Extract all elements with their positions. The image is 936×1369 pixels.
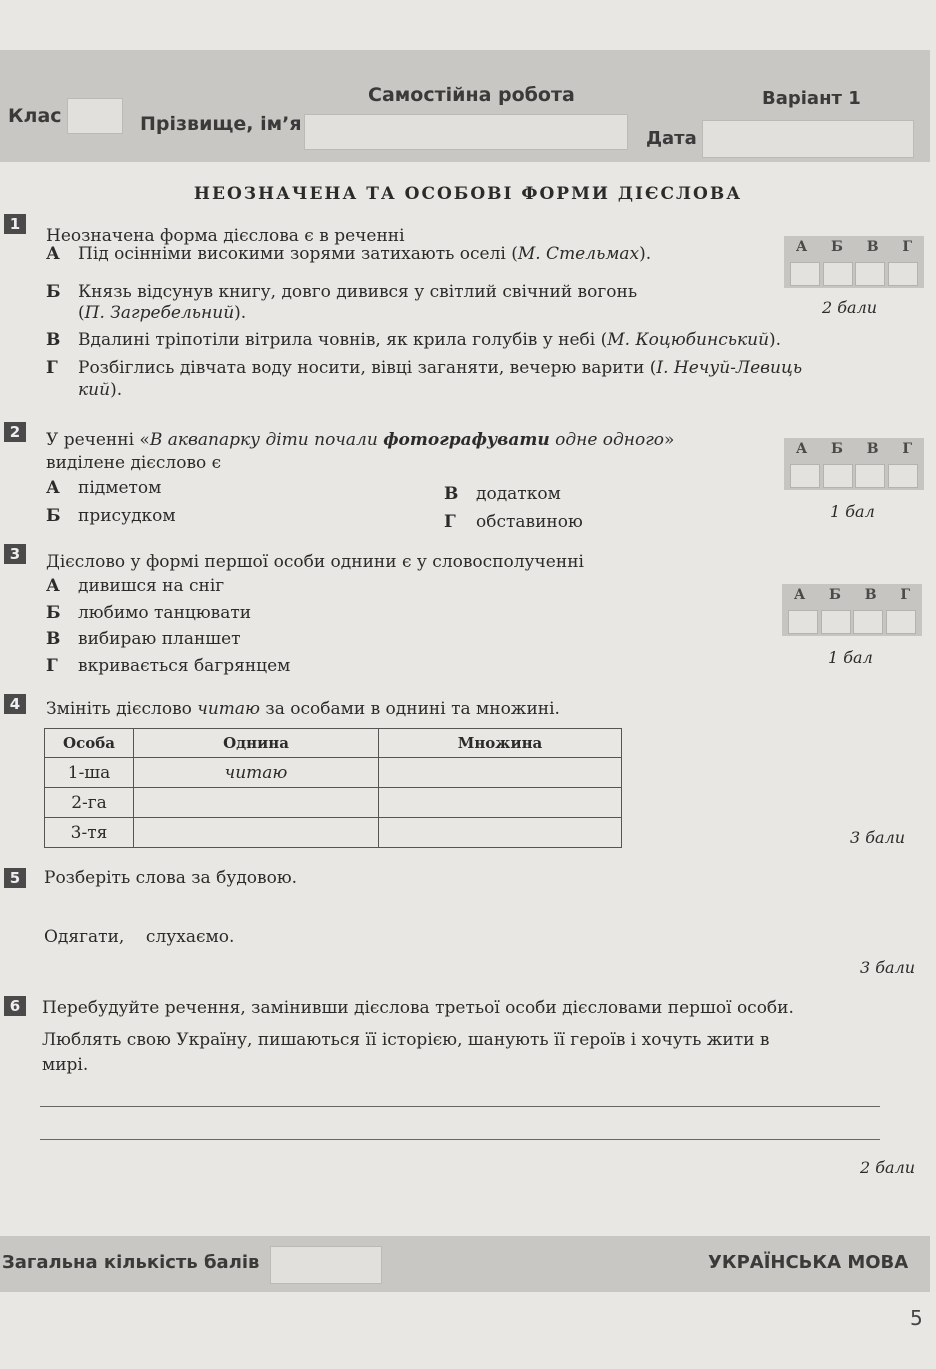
- question-2-text-line2: виділене дієслово є: [46, 453, 222, 473]
- question-6-sentence-line2: мирі.: [42, 1055, 89, 1075]
- table-header-person: Особа: [45, 729, 134, 758]
- class-label: Клас: [8, 105, 62, 127]
- answer-cell-a[interactable]: [790, 464, 820, 488]
- question-6-text: Перебудуйте речення, замінивши дієслова третьої особи дієсловами першої особи.: [42, 998, 794, 1018]
- table-row: [45, 758, 622, 788]
- question-4-text: Змініть дієслово читаю за особами в однині та множині.: [46, 699, 560, 719]
- answer-cell-c[interactable]: [855, 262, 885, 286]
- question-5-number: 5: [4, 868, 26, 888]
- question-1-answer-grid: А Б В Г: [784, 236, 924, 288]
- answer-cell-a[interactable]: [790, 262, 820, 286]
- question-1-option-a: А Під осінніми високими зорями затихають оселі (М. Стельмах).: [46, 244, 652, 264]
- table-row: [45, 818, 622, 848]
- question-1-text: Неозначена форма дієслова є в реченні: [46, 226, 405, 246]
- answer-cell-a[interactable]: [788, 610, 818, 634]
- question-2-option-c: В додатком: [444, 484, 561, 504]
- question-6-number: 6: [4, 996, 26, 1016]
- question-6-sentence-line1: Люблять свою Україну, пишаються її історією, шанують її героїв і хочуть жити в: [42, 1030, 770, 1050]
- question-6-points: 2 бали: [860, 1158, 916, 1177]
- answer-line-1[interactable]: [40, 1106, 880, 1107]
- surname-field[interactable]: [304, 114, 628, 150]
- worksheet-title: Самостійна робота: [368, 84, 575, 106]
- header-bar: [0, 50, 930, 162]
- question-2-number: 2: [4, 422, 26, 442]
- question-2-option-b: Б присудком: [46, 506, 176, 526]
- cell-person: 3-тя: [45, 818, 134, 848]
- question-3-points: 1 бал: [828, 648, 873, 667]
- footer-bar: [0, 1236, 930, 1292]
- question-2-option-a: А підметом: [46, 478, 162, 498]
- question-3-answer-grid: А Б В Г: [782, 584, 922, 636]
- cell-singular[interactable]: читаю: [134, 758, 379, 788]
- cell-plural[interactable]: [379, 758, 622, 788]
- table-row: [45, 788, 622, 818]
- question-3-option-b: Б любимо танцювати: [46, 603, 252, 623]
- total-points-label: Загальна кількість балів: [2, 1252, 260, 1273]
- cell-person: 1-ша: [45, 758, 134, 788]
- question-4-number: 4: [4, 694, 26, 714]
- question-5-words: Одягати, слухаємо.: [44, 927, 235, 947]
- section-title: НЕОЗНАЧЕНА ТА ОСОБОВІ ФОРМИ ДІЄСЛОВА: [193, 184, 743, 204]
- answer-cell-b[interactable]: [823, 262, 853, 286]
- question-1-number: 1: [4, 214, 26, 234]
- surname-label: Прізвище, ім’я: [140, 113, 302, 135]
- question-3-text: Дієслово у формі першої особи однини є у словосполученні: [46, 552, 584, 572]
- answer-cell-c[interactable]: [853, 610, 883, 634]
- page-number: 5: [910, 1306, 923, 1330]
- class-field[interactable]: [67, 98, 123, 134]
- question-1-option-d: Г Розбіглись дівчата воду носити, вівці заганяти, вечерю варити (І. Нечуй-Левиць: [46, 358, 803, 378]
- conjugation-table: [44, 728, 622, 848]
- question-1-option-b-source: (П. Загребельний).: [78, 303, 247, 323]
- answer-cell-b[interactable]: [823, 464, 853, 488]
- question-2-answer-grid: А Б В Г: [784, 438, 924, 490]
- cell-person: 2-га: [45, 788, 134, 818]
- question-2-points: 1 бал: [830, 502, 875, 521]
- question-3-number: 3: [4, 544, 26, 564]
- question-5-points: 3 бали: [860, 958, 916, 977]
- question-1-option-c: В Вдалині тріпотіли вітрила човнів, як крила голубів у небі (М. Коцюбинський).: [46, 330, 782, 350]
- cell-singular[interactable]: [134, 788, 379, 818]
- question-4-points: 3 бали: [850, 828, 906, 847]
- variant-label: Варіант 1: [762, 88, 861, 109]
- answer-cell-b[interactable]: [821, 610, 851, 634]
- cell-plural[interactable]: [379, 818, 622, 848]
- question-2-text: У реченні «В аквапарку діти почали фотографувати одне одного»: [46, 430, 675, 450]
- date-label: Дата: [646, 128, 697, 149]
- total-points-field[interactable]: [270, 1246, 382, 1284]
- cell-singular[interactable]: [134, 818, 379, 848]
- table-header-plural: Множина: [379, 729, 622, 758]
- question-2-option-d: Г обставиною: [444, 512, 583, 532]
- answer-cell-c[interactable]: [855, 464, 885, 488]
- answer-cell-d[interactable]: [888, 464, 918, 488]
- date-field[interactable]: [702, 120, 914, 158]
- answer-cell-d[interactable]: [886, 610, 916, 634]
- question-1-option-b: Б Князь відсунув книгу, довго дивився у світлий свічний вогонь: [46, 282, 638, 302]
- question-3-option-a: А дивишся на сніг: [46, 576, 225, 596]
- question-1-points: 2 бали: [822, 298, 878, 317]
- answer-line-2[interactable]: [40, 1139, 880, 1140]
- question-3-option-c: В вибираю планшет: [46, 629, 241, 649]
- cell-plural[interactable]: [379, 788, 622, 818]
- question-5-text: Розберіть слова за будовою.: [44, 868, 298, 888]
- subject-label: УКРАЇНСЬКА МОВА: [708, 1252, 909, 1273]
- table-header-singular: Однина: [134, 729, 379, 758]
- question-1-option-d-end: кий).: [78, 380, 123, 400]
- question-3-option-d: Г вкривається багрянцем: [46, 656, 291, 676]
- answer-cell-d[interactable]: [888, 262, 918, 286]
